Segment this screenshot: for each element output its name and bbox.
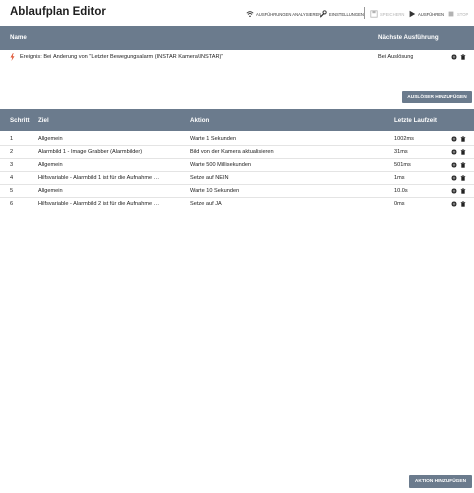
gear-icon[interactable]	[451, 175, 457, 181]
step-row[interactable]	[0, 133, 474, 145]
step-action: Setze auf NEIN	[190, 174, 229, 181]
step-action: Setze auf JA	[190, 200, 222, 207]
step-target: Hilfsvariable - Alarmbild 1 ist für die Aufnahme …	[38, 174, 160, 181]
step-action: Bild von der Kamera aktualisieren	[190, 148, 274, 155]
step-row[interactable]	[0, 198, 474, 210]
step-number: 2	[10, 148, 14, 155]
stop-label: STOP	[457, 11, 469, 17]
top-bar	[0, 0, 474, 25]
step-runtime: 10.0s	[394, 187, 408, 194]
floppy-disk-icon	[370, 10, 378, 18]
step-target: Alarmbild 1 - Image Grabber (Alarmbilder)	[38, 148, 143, 155]
run-label: AUSFÜHREN	[418, 11, 445, 17]
add-action-button[interactable]: AKTION HINZUFÜGEN	[409, 475, 472, 488]
column-target: Ziel	[38, 116, 49, 124]
trash-icon[interactable]	[460, 188, 466, 194]
play-icon	[408, 10, 416, 18]
step-target: Hilfsvariable - Alarmbild 2 ist für die Aufnahme …	[38, 200, 160, 207]
gear-icon[interactable]	[451, 54, 457, 60]
settings-button[interactable]	[319, 8, 364, 20]
trash-icon[interactable]	[460, 54, 466, 60]
column-step: Schritt	[10, 116, 30, 124]
stop-button[interactable]	[447, 8, 468, 20]
column-action: Aktion	[190, 116, 210, 124]
step-runtime: 501ms	[394, 161, 411, 168]
trigger-name: Ereignis: Bei Änderung von "Letzter Bewegungsalarm (INSTAR Kamera\INSTAR)"	[20, 53, 224, 60]
step-action: Warte 10 Sekunden	[190, 187, 240, 194]
trigger-next-run: Bei Auslösung	[378, 53, 414, 60]
stop-icon	[447, 10, 455, 18]
column-next-run: Nächste Ausführung	[378, 34, 439, 41]
step-action: Warte 500 Millisekunden	[190, 161, 252, 168]
gear-icon[interactable]	[451, 149, 457, 155]
step-number: 3	[10, 161, 14, 168]
toolbar-divider	[364, 7, 365, 19]
trash-icon[interactable]	[460, 149, 466, 155]
gear-icon[interactable]	[451, 188, 457, 194]
column-name: Name	[10, 34, 27, 41]
trigger-row[interactable]	[0, 51, 474, 63]
column-last-runtime: Letzte Laufzeit	[394, 116, 437, 124]
analyze-executions-label: AUSFÜHRUNGEN ANALYSIEREN	[256, 11, 322, 17]
step-number: 5	[10, 187, 14, 194]
step-runtime: 31ms	[394, 148, 408, 155]
analyze-executions-button[interactable]	[246, 8, 321, 20]
step-row[interactable]	[0, 185, 474, 197]
step-row[interactable]	[0, 159, 474, 171]
step-action: Warte 1 Sekunden	[190, 135, 237, 142]
lightning-icon	[10, 53, 15, 61]
trash-icon[interactable]	[460, 136, 466, 142]
gear-icon[interactable]	[451, 162, 457, 168]
wrench-icon	[319, 10, 327, 18]
step-target: Allgemein	[38, 135, 63, 142]
trash-icon[interactable]	[460, 175, 466, 181]
step-runtime: 0ms	[394, 200, 405, 207]
gear-icon[interactable]	[451, 201, 457, 207]
step-runtime: 1002ms	[394, 135, 414, 142]
step-target: Allgemein	[38, 187, 63, 194]
step-number: 6	[10, 200, 14, 207]
step-row[interactable]	[0, 172, 474, 184]
save-button[interactable]	[370, 8, 404, 20]
app-title: Ablaufplan Editor	[10, 6, 106, 18]
step-row[interactable]	[0, 146, 474, 158]
step-runtime: 1ms	[394, 174, 405, 181]
wifi-icon	[246, 10, 254, 18]
steps-table-header	[0, 109, 474, 131]
settings-label: EINSTELLUNGEN	[329, 11, 364, 17]
triggers-table-header	[0, 26, 474, 50]
run-button[interactable]	[408, 8, 444, 20]
step-target: Allgemein	[38, 161, 63, 168]
save-label: SPEICHERN	[380, 11, 405, 17]
trash-icon[interactable]	[460, 201, 466, 207]
trash-icon[interactable]	[460, 162, 466, 168]
step-number: 4	[10, 174, 14, 181]
step-number: 1	[10, 135, 14, 142]
gear-icon[interactable]	[451, 136, 457, 142]
add-trigger-button[interactable]: AUSLÖSER HINZUFÜGEN	[402, 91, 472, 103]
